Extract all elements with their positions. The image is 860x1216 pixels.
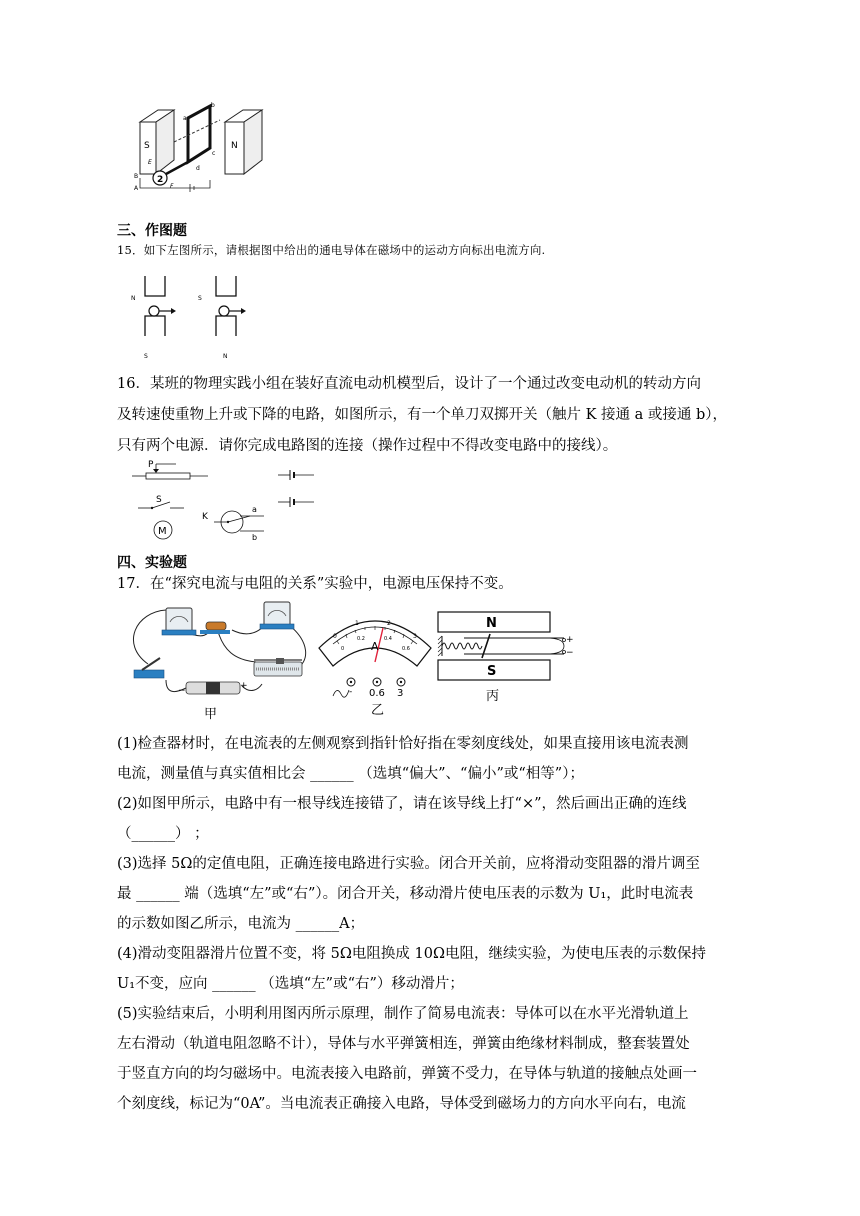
resistor (206, 622, 226, 630)
magnet-s-label: S (144, 141, 150, 151)
question-17-line: 的示数如图乙所示，电流为 ______A； (117, 916, 365, 932)
question-16-line: 及转速使重物上升或下降的电路，如图所示，有一个单刀双掷开关（触片 K 接通 a 或接通 b）， (117, 407, 728, 423)
q15-conductor-left (149, 306, 159, 316)
question-16-text (117, 369, 729, 462)
tick-label: 2 (387, 620, 391, 627)
svg-text:−: − (566, 648, 574, 658)
question-17-line: （______） ； (117, 826, 209, 842)
switch (134, 670, 164, 678)
arrow-right-icon (241, 308, 246, 314)
magnet-n-label: N (231, 141, 238, 151)
question-17-line: (2)如图甲所示，电路中有一根导线连接错了，请在该导线上打“×”，然后画出正确的连线 (117, 796, 687, 812)
q15-right-bottom-pole: N (223, 353, 228, 360)
motor-figure (130, 100, 270, 192)
q15-figure (128, 274, 258, 362)
question-15-text: 15．如下左图所示，请根据图中给出的通电导体在磁场中的运动方向标出电流方向. (117, 243, 546, 257)
q15-left-bottom-pole: S (144, 353, 148, 360)
tick-label: 0 (333, 633, 337, 640)
svg-text:+: + (566, 635, 574, 645)
figure-label-yi: 乙 (371, 703, 385, 718)
question-17-line: (3)选择 5Ω的定值电阻，正确连接电路进行实验。闭合开关前，应将滑动变阻器的滑片调至 (117, 856, 700, 872)
question-17-line: 最 ______ 端（选填“左”或“右”）。闭合开关，移动滑片使电压表的示数为 U₁，此时电流表 (117, 886, 694, 902)
q16-label-a: a (252, 505, 257, 514)
svg-text:−: − (178, 686, 186, 696)
svg-text:+: + (240, 681, 248, 691)
question-17-body (117, 729, 729, 1119)
svg-text:F: F (170, 183, 174, 190)
ammeter-unit: A (371, 640, 379, 653)
figure-bing (436, 610, 578, 706)
q15-conductor-right (219, 306, 229, 316)
figure-jia (126, 600, 312, 722)
tick-label: 3 (413, 633, 417, 640)
question-17-line: U₁不变，应向 ______ （选填“左”或“右”）移动滑片； (117, 976, 464, 992)
question-17-line: (1)检查器材时，在电流表的左侧观察到指针恰好指在零刻度线处，如果直接用该电流表测 (117, 736, 689, 752)
q16-label-b: b (252, 533, 258, 540)
figure-label-bing: 丙 (486, 689, 500, 704)
q15-right-top-pole: S (198, 295, 202, 302)
tick-label-small: 0.2 (357, 636, 365, 642)
svg-text:d: d (196, 165, 200, 172)
question-17-line: 电流，测量值与真实值相比会 ______ （选填“偏大”、“偏小”或“相等”）； (117, 766, 584, 782)
question-17-line: (4)滑动变阻器滑片位置不变，将 5Ω电阻换成 10Ω电阻，继续实验，为使电压表的示数保持 (117, 946, 706, 962)
bing-magnet-n: N (486, 616, 497, 631)
question-17-intro: 17．在“探究电流与电阻的关系”实验中，电源电压保持不变。 (117, 576, 513, 592)
rheostat (146, 473, 190, 479)
voltmeter (264, 602, 290, 626)
figure-yi (313, 604, 437, 722)
q16-label-p: P (148, 460, 154, 470)
svg-text:B: B (134, 173, 139, 180)
svg-text:a: a (183, 115, 187, 122)
question-17-line: (5)实验结束后，小明利用图丙所示原理，制作了简易电流表：导体可以在水平光滑轨道上 (117, 1006, 689, 1022)
svg-text:b: b (211, 102, 215, 109)
figure-label-jia: 甲 (204, 707, 218, 722)
q16-figure (128, 458, 328, 540)
terminal-label: 3 (397, 688, 404, 699)
bing-magnet-s: S (487, 664, 497, 679)
section-title-drawing: 三、作图题 (117, 223, 187, 239)
ammeter (166, 608, 192, 632)
svg-text:2: 2 (157, 175, 164, 185)
tick-label-small: 0.6 (402, 646, 410, 652)
arrow-right-icon (171, 308, 176, 314)
tick-label-small: 0.4 (384, 636, 392, 642)
question-17-line: 个刻度线，标记为“0A”。当电流表正确接入电路，导体受到磁场力的方向水平向右，电流 (117, 1096, 686, 1112)
tick-label: 1 (355, 620, 359, 627)
q15-left-top-pole: N (131, 295, 136, 302)
q16-label-k: K (202, 512, 208, 522)
q16-label-m: M (158, 526, 167, 537)
spring (442, 643, 482, 649)
section-title-experiment: 四、实验题 (117, 555, 187, 571)
tick-label-small: 0 (341, 646, 345, 652)
q16-label-s: S (156, 495, 162, 505)
terminal-label: 0.6 (369, 688, 385, 699)
svg-text:c: c (212, 150, 216, 157)
question-16-line: 16．某班的物理实践小组在装好直流电动机模型后，设计了一个通过改变电动机的转动方向 (117, 376, 701, 392)
terminal-label: - (349, 687, 353, 697)
question-17-line: 左右滑动（轨道电阻忽略不计），导体与水平弹簧相连，弹簧由绝缘材料制成，整套装置处 (117, 1036, 690, 1052)
svg-text:A: A (134, 185, 139, 192)
question-17-line: 于竖直方向的均匀磁场中。电流表接入电路前，弹簧不受力，在导体与轨道的接触点处画一 (117, 1066, 697, 1082)
svg-text:E: E (148, 159, 152, 166)
question-16-line: 只有两个电源．请你完成电路图的连接（操作过程中不得改变电路中的接线）。 (117, 438, 618, 454)
